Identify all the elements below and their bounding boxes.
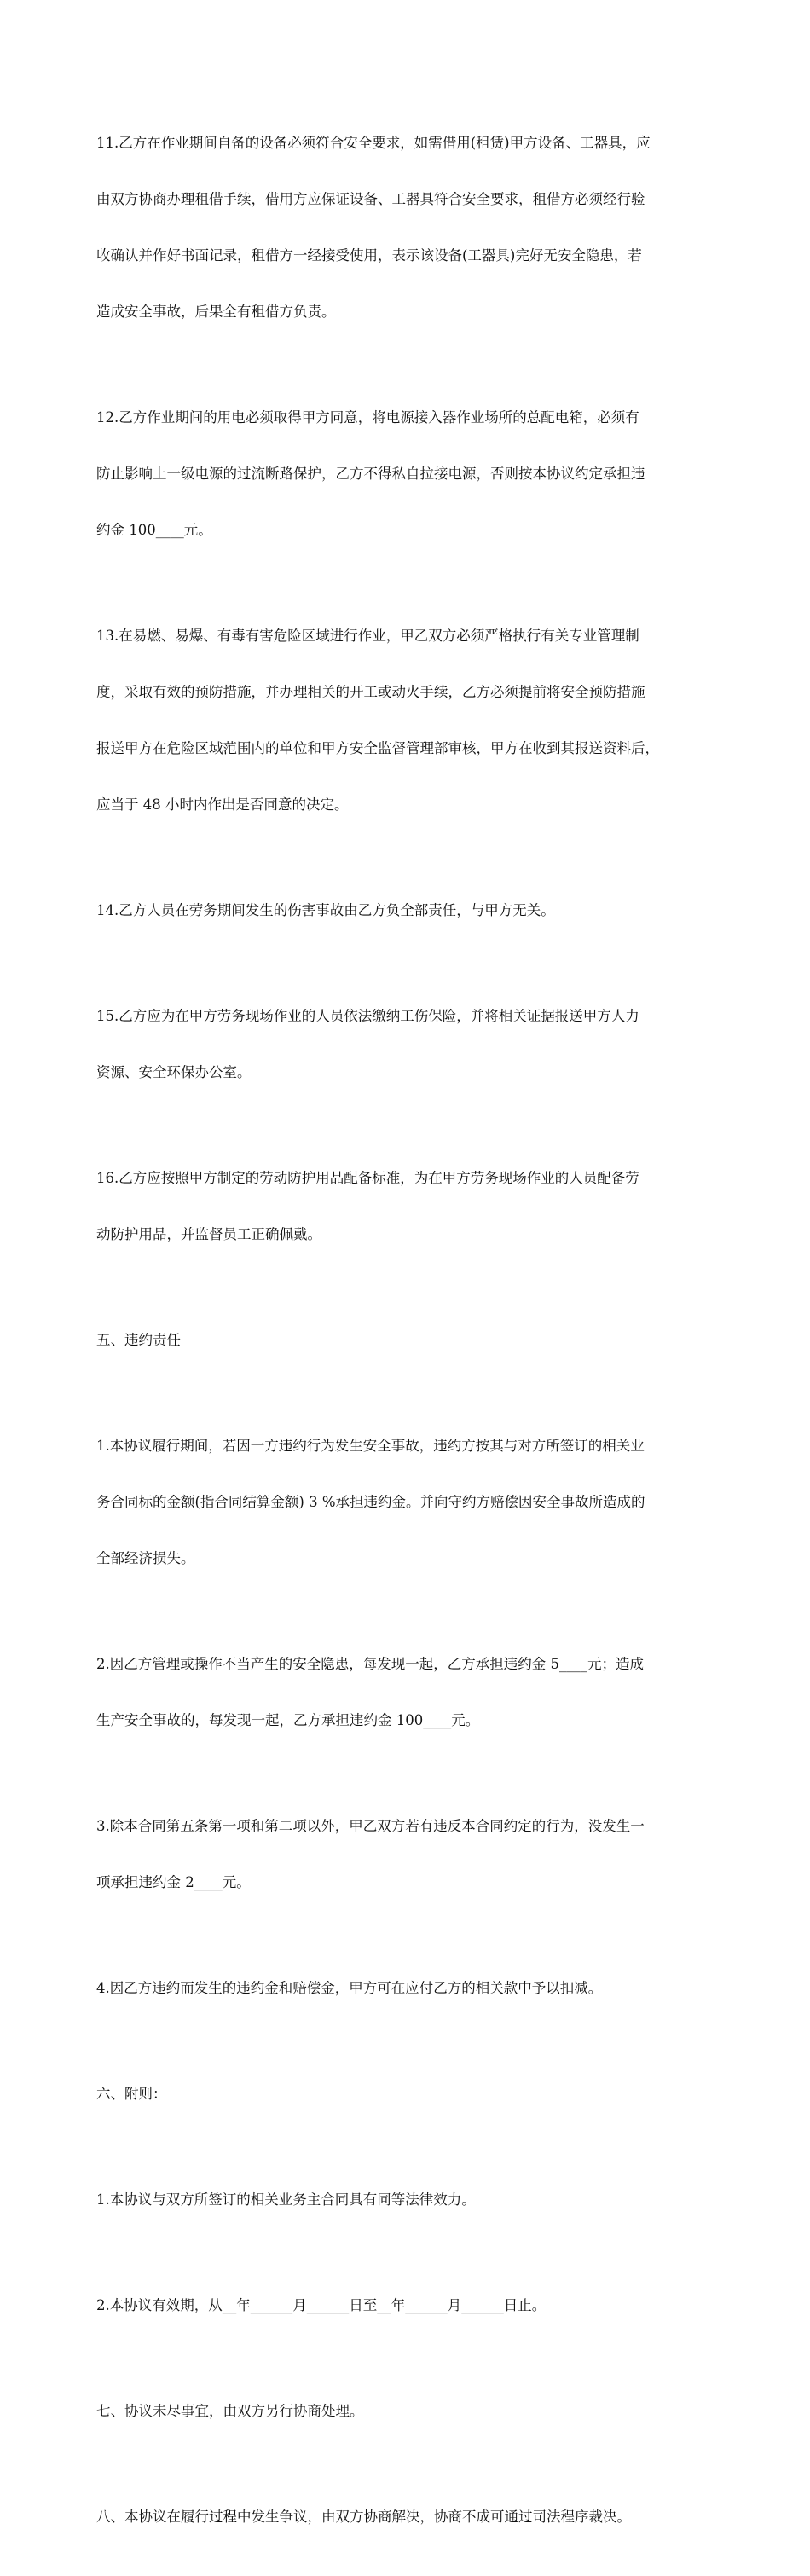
section-heading: 六、附则： bbox=[96, 2086, 167, 2102]
text-line: 16.乙方应按照甲方制定的劳动防护用品配备标准，为在甲方劳务现场作业的人员配备劳 bbox=[96, 1170, 639, 1186]
text-line: 生产安全事故的，每发现一起，乙方承担违约金 100____元。 bbox=[96, 1712, 480, 1728]
text-line: 1.本协议与双方所签订的相关业务主合同具有同等法律效力。 bbox=[96, 2191, 476, 2208]
text-line: 11.乙方在作业期间自备的设备必须符合安全要求，如需借用(租赁)甲方设备、工器具，应 bbox=[96, 135, 651, 151]
text-line: 项承担违约金 2____元。 bbox=[96, 1874, 251, 1890]
text-line: 13.在易燃、易爆、有毒有害危险区域进行作业，甲乙双方必须严格执行有关专业管理制 bbox=[96, 628, 639, 644]
text-line: 应当于 48 小时内作出是否同意的决定。 bbox=[96, 796, 349, 813]
document-body bbox=[96, 96, 727, 2576]
text-line: 造成安全事故，后果全有租借方负责。 bbox=[96, 304, 336, 320]
clause-15 bbox=[96, 970, 727, 1120]
clause-12 bbox=[96, 371, 727, 577]
text-line: 报送甲方在危险区域范围内的单位和甲方安全监督管理部审核，甲方在收到其报送资料后， bbox=[96, 740, 659, 756]
text-line: 收确认并作好书面记录，租借方一经接受使用，表示该设备(工器具)完好无安全隐患，若 bbox=[96, 247, 642, 263]
text-line: 12.乙方作业期间的用电必须取得甲方同意，将电源接入器作业场所的总配电箱，必须有 bbox=[96, 409, 639, 425]
text-line: 全部经济损失。 bbox=[96, 1550, 195, 1566]
text-line: 15.乙方应为在甲方劳务现场作业的人员依法缴纳工伤保险，并将相关证据报送甲方人力 bbox=[96, 1008, 639, 1024]
clause-13 bbox=[96, 589, 727, 852]
section-heading: 五、违约责任 bbox=[96, 1332, 181, 1348]
text-line: 2.本协议有效期，从__年______月______日至__年______月______日止。 bbox=[96, 2297, 547, 2313]
text-line: 2.因乙方管理或操作不当产生的安全隐患，每发现一起，乙方承担违约金 5____元；造成 bbox=[96, 1656, 644, 1672]
section-heading-breach-liability bbox=[96, 1294, 727, 1387]
section-heading: 八、本协议在履行过程中发生争议，由双方协商解决，协商不成可通过司法程序裁决。 bbox=[96, 2509, 631, 2525]
text-line: 由双方协商办理租借手续，借用方应保证设备、工器具符合安全要求，租借方必须经行验 bbox=[96, 191, 645, 207]
text-line: 动防护用品，并监督员工正确佩戴。 bbox=[96, 1226, 321, 1242]
breach-clause-1 bbox=[96, 1399, 727, 1606]
text-line: 1.本协议履行期间，若因一方违约行为发生安全事故，违约方按其与对方所签订的相关业 bbox=[96, 1438, 645, 1454]
supplementary-clause-1 bbox=[96, 2153, 727, 2247]
clause-14 bbox=[96, 864, 727, 958]
section-heading-dispute-resolution bbox=[96, 2470, 727, 2564]
breach-clause-3 bbox=[96, 1780, 727, 1930]
clause-11 bbox=[96, 96, 727, 359]
text-line: 度，采取有效的预防措施，并办理相关的开工或动火手续，乙方必须提前将安全预防措施 bbox=[96, 684, 645, 700]
text-line: 务合同标的金额(指合同结算金额) 3 %承担违约金。并向守约方赔偿因安全事故所造成的 bbox=[96, 1494, 645, 1510]
section-heading-supplementary bbox=[96, 2047, 727, 2141]
clause-16 bbox=[96, 1132, 727, 1282]
breach-clause-2 bbox=[96, 1618, 727, 1768]
text-line: 4.因乙方违约而发生的违约金和赔偿金，甲方可在应付乙方的相关款中予以扣减。 bbox=[96, 1980, 603, 1996]
section-heading-unresolved-matters bbox=[96, 2365, 727, 2458]
text-line: 资源、安全环保办公室。 bbox=[96, 1064, 252, 1080]
supplementary-clause-2 bbox=[96, 2259, 727, 2353]
text-line: 防止影响上一级电源的过流断路保护，乙方不得私自拉接电源，否则按本协议约定承担违 bbox=[96, 466, 645, 482]
text-line: 约金 100____元。 bbox=[96, 522, 212, 538]
text-line: 14.乙方人员在劳务期间发生的伤害事故由乙方负全部责任，与甲方无关。 bbox=[96, 902, 555, 918]
breach-clause-4 bbox=[96, 1942, 727, 2035]
section-heading: 七、协议未尽事宜，由双方另行协商处理。 bbox=[96, 2403, 364, 2419]
text-line: 3.除本合同第五条第一项和第二项以外，甲乙双方若有违反本合同约定的行为，没发生一 bbox=[96, 1818, 645, 1834]
